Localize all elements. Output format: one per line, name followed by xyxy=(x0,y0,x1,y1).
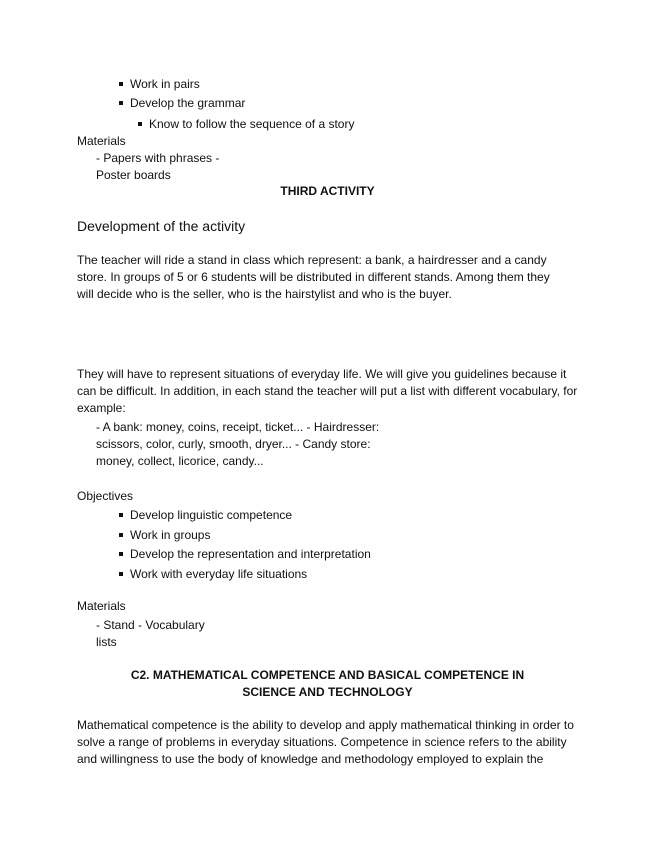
list-item-text: Develop the representation and interpretation xyxy=(130,547,371,561)
bullet-icon xyxy=(119,552,123,556)
materials-label: Materials xyxy=(77,599,126,613)
bullet-icon xyxy=(119,533,123,537)
list-subitem xyxy=(149,116,354,132)
list-item xyxy=(130,566,307,582)
vocab-line: - A bank: money, coins, receipt, ticket... - Hairdresser: xyxy=(96,420,380,434)
paragraph-line: can be difficult. In addition, in each stand the teacher will put a list with different vocabulary, for xyxy=(77,384,578,398)
list-item-text: Develop linguistic competence xyxy=(130,508,293,522)
section-subtitle: Development of the activity xyxy=(77,218,246,234)
paragraph-line: and willingness to use the body of knowledge and methodology employed to explain the xyxy=(77,752,544,766)
list-item-text: Work with everyday life situations xyxy=(130,567,308,581)
list-item xyxy=(130,507,292,523)
bullet-icon xyxy=(119,572,123,576)
materials-line: - Stand - Vocabulary xyxy=(96,618,205,632)
paragraph-line: The teacher will ride a stand in class which represent: a bank, a hairdresser and a candy xyxy=(77,253,547,267)
paragraph-line: solve a range of problems in everyday situations. Competence in science refers to the ability xyxy=(77,735,567,749)
section-title: THIRD ACTIVITY xyxy=(280,184,375,198)
bullet-icon xyxy=(119,82,123,86)
list-item-text: Work in pairs xyxy=(130,77,200,91)
vocab-line: scissors, color, curly, smooth, dryer... - Candy store: xyxy=(96,437,371,451)
materials-label: Materials xyxy=(77,134,126,148)
paragraph-line: They will have to represent situations of everyday life. We will give you guidelines because it xyxy=(77,367,567,381)
list-item-text: Work in groups xyxy=(130,528,211,542)
bullet-icon xyxy=(138,122,142,126)
paragraph-line: will decide who is the seller, who is the hairstylist and who is the buyer. xyxy=(77,287,452,301)
bullet-icon xyxy=(119,101,123,105)
list-item xyxy=(130,76,200,92)
bullet-icon xyxy=(119,513,123,517)
paragraph-line: Mathematical competence is the ability to develop and apply mathematical thinking in order to xyxy=(77,718,574,732)
section-title: SCIENCE AND TECHNOLOGY xyxy=(242,685,413,699)
vocab-line: money, collect, licorice, candy... xyxy=(96,454,264,468)
list-item xyxy=(130,546,371,562)
list-item xyxy=(130,95,245,111)
materials-line: - Papers with phrases - xyxy=(96,151,220,165)
paragraph-line: example: xyxy=(77,401,126,415)
list-item-text: Develop the grammar xyxy=(130,96,246,110)
materials-line: lists xyxy=(96,635,117,649)
section-title: C2. MATHEMATICAL COMPETENCE AND BASICAL COMPETENCE IN xyxy=(130,668,525,682)
materials-line: Poster boards xyxy=(96,168,171,182)
list-item xyxy=(130,527,210,543)
objectives-label: Objectives xyxy=(77,489,134,503)
paragraph-line: store. In groups of 5 or 6 students will be distributed in different stands. Among them they xyxy=(77,270,550,284)
list-item-text: Know to follow the sequence of a story xyxy=(149,117,355,131)
